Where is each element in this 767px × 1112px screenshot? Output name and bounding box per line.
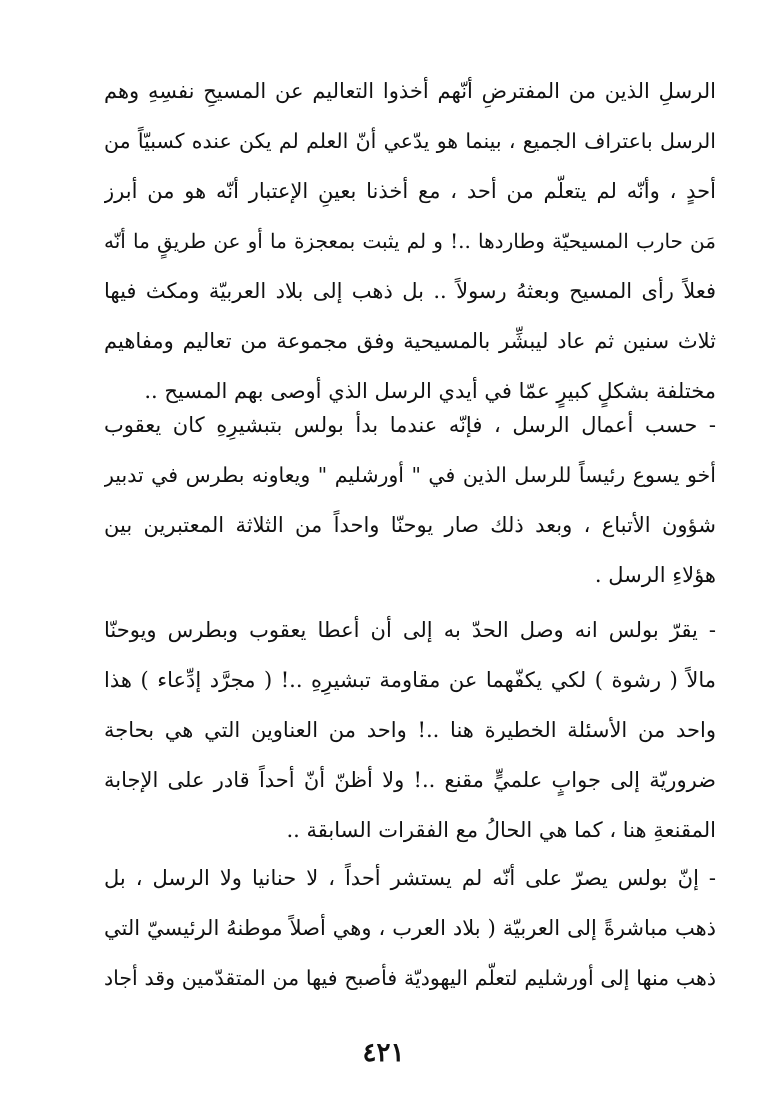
paragraph-1 [104,66,716,416]
text-line: واحد من الأسئلة الخطيرة هنا ..! واحد من العناوين التي هي بحاجة [104,718,716,742]
paragraph-2 [104,400,716,600]
text-line: ضروريّة إلى جوابٍ علميٍّ مقنع ..! ولا أظنّ أنّ أحداً قادر على الإجابة [104,768,716,792]
text-line: - حسب أعمال الرسل ، فإنّه عندما بدأ بولس بتبشيرِهِ كان يعقوب [104,413,716,437]
text-line: مَن حارب المسيحيّة وطاردها ..! و لم يثبت بمعجزة ما أو عن طريقٍ ما أنّه [104,229,716,253]
text-line: مالاً ( رشوة ) لكي يكفّهما عن مقاومة تبشيرِهِ ..! ( مجرَّد إدِّعاء ) هذا [104,668,716,692]
text-line: شؤون الأتباع ، وبعد ذلك صار يوحنّا واحداً من الثلاثة المعتبرين بين [104,513,716,537]
text-line: أحدٍ ، وأنّه لم يتعلّم من أحد ، مع أخذنا بعينِ الإعتبار أنّه هو من أبرز [104,179,716,203]
text-line: ذهب مباشرةً إلى العربيّة ( بلاد العرب ، وهي أصلاً موطنهُ الرئيسيّ التي [104,916,716,940]
text-line: الرسلِ الذين من المفترضِ أنّهم أخذوا التعاليم عن المسيحِ نفسِهِ وهم [104,79,716,103]
text-line: - يقرّ بولس انه وصل الحدّ به إلى أن أعطا يعقوب وبطرس ويوحنّا [104,618,716,642]
text-line: ذهب منها إلى أورشليم لتعلّم اليهوديّة فأصبح فيها من المتقدّمين وقد أجاد [104,966,716,990]
text-line: المقنعةِ هنا ، كما هي الحالُ مع الفقرات السابقة .. [286,818,716,842]
text-line: فعلاً رأى المسيح وبعثهُ رسولاً .. بل ذهب إلى بلاد العربيّة ومكث فيها [104,279,716,303]
paragraph-3 [104,605,716,855]
paragraph-4 [104,853,716,1003]
text-line: ثلاث سنين ثم عاد ليبشِّر بالمسيحية وفق مجموعة من تعاليم ومفاهيم [104,329,716,353]
text-line: أخو يسوع رئيساً للرسل الذين في " أورشليم " ويعاونه بطرس في تدبير [104,463,716,487]
text-line: هؤلاءِ الرسل . [594,563,716,587]
page-number: ٤٢١ [362,1038,405,1068]
text-line: - إنّ بولس يصرّ على أنّه لم يستشر أحداً ، لا حنانيا ولا الرسل ، بل [104,866,716,890]
text-line: مختلفة بشكلٍ كبيرٍ عمّا في أيدي الرسل الذي أوصى بهم المسيح .. [144,379,716,403]
text-line: الرسل باعتراف الجميع ، بينما هو يدّعي أنّ العلم لم يكن عنده كسبيّاً من [104,129,716,153]
